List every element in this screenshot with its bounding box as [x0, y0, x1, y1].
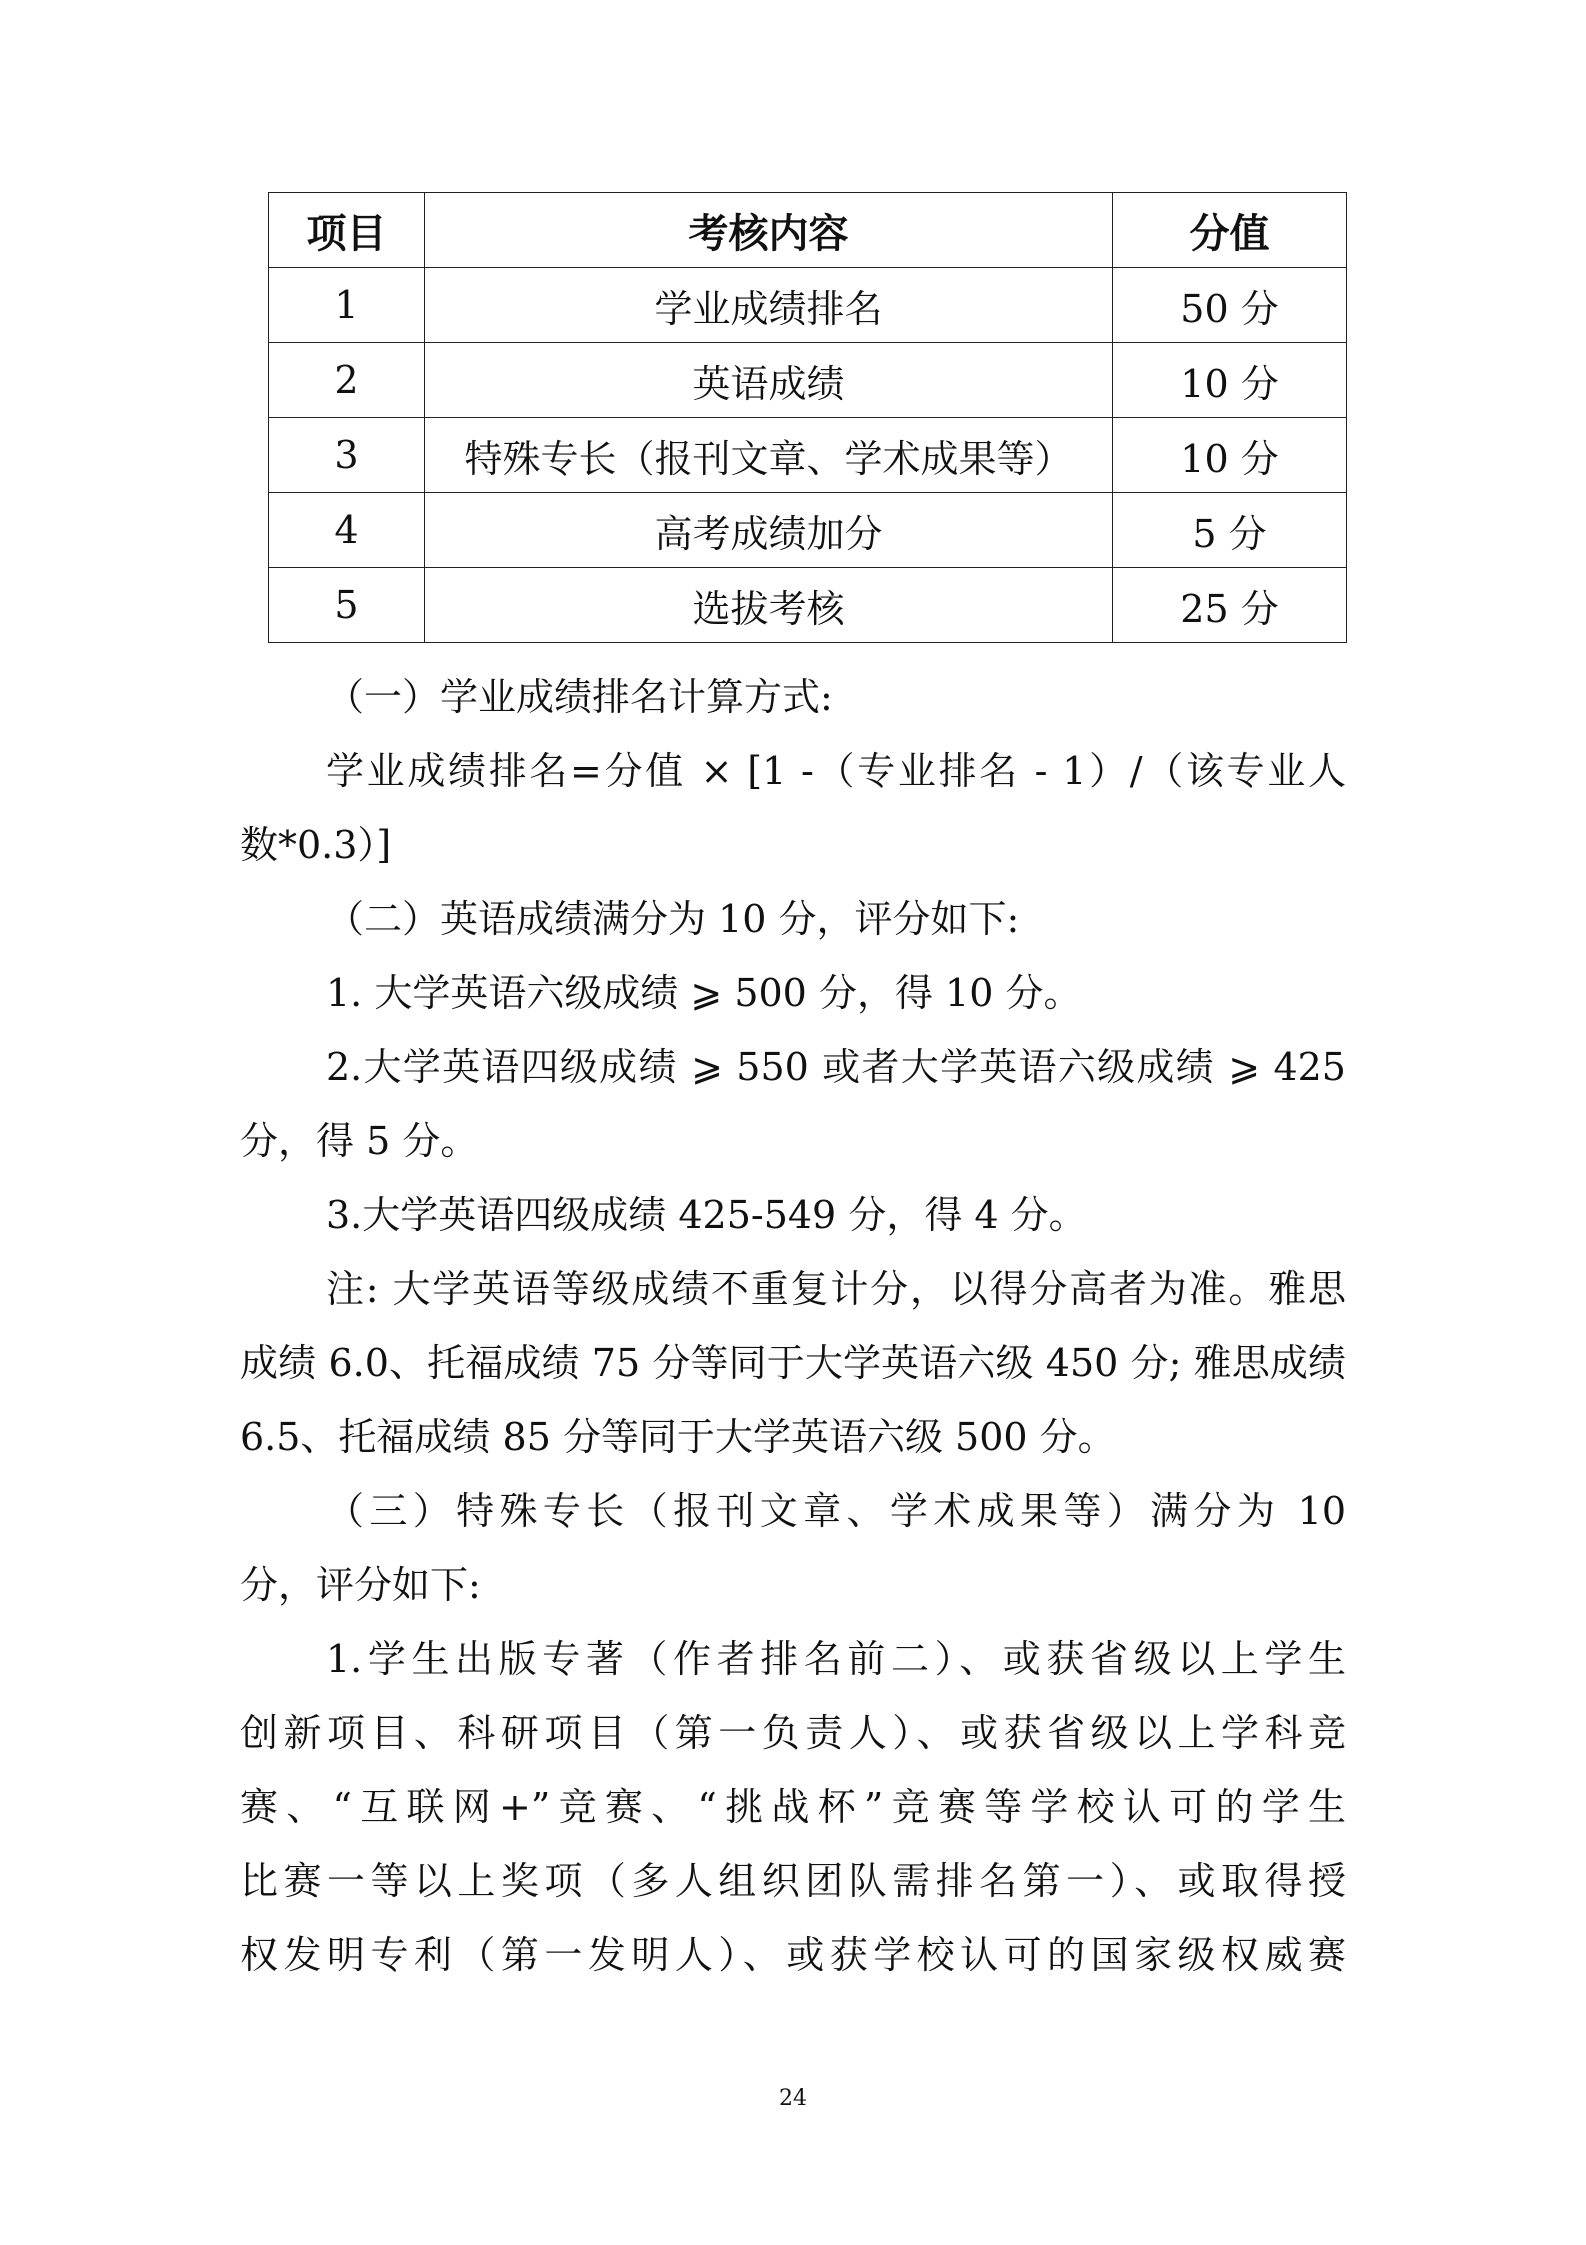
row-content: 特殊专长（报刊文章、学术成果等） — [425, 418, 1113, 493]
english-rule-2-cont: 分，得 5 分。 — [240, 1119, 479, 1163]
scoring-table — [268, 192, 1347, 643]
section-heading-1: （一）学业成绩排名计算方式: — [326, 675, 833, 719]
formula-line-cont: 数*0.3）] — [240, 823, 392, 867]
special-rule-line-2: 创新项目、科研项目（第一负责人）、或获省级以上学科竞 — [240, 1711, 1346, 1755]
row-index: 3 — [269, 418, 425, 493]
header-score: 分值 — [1113, 193, 1347, 268]
row-content: 选拔考核 — [425, 568, 1113, 643]
english-rule-1: 1. 大学英语六级成绩 ⩾ 500 分，得 10 分。 — [326, 971, 1082, 1015]
formula-line: 学业成绩排名=分值 × [1 -（专业排名 - 1）/（该专业人 — [326, 749, 1346, 793]
row-score: 25 分 — [1113, 568, 1347, 643]
note-line-3: 6.5、托福成绩 85 分等同于大学英语六级 500 分。 — [240, 1415, 1116, 1459]
table-header-row — [269, 193, 1347, 268]
special-rule-line-5: 权发明专利（第一发明人）、或获学校认可的国家级权威赛 — [240, 1933, 1346, 1977]
note-line-1: 注: 大学英语等级成绩不重复计分，以得分高者为准。雅思 — [326, 1267, 1346, 1311]
table-row — [269, 268, 1347, 343]
note-line-2: 成绩 6.0、托福成绩 75 分等同于大学英语六级 450 分; 雅思成绩 — [240, 1341, 1346, 1385]
row-score: 10 分 — [1113, 343, 1347, 418]
row-index: 4 — [269, 493, 425, 568]
special-rule-line-3: 赛、“互联网+”竞赛、“挑战杯”竞赛等学校认可的学生 — [240, 1785, 1346, 1829]
header-item: 项目 — [269, 193, 425, 268]
table-row — [269, 343, 1347, 418]
header-content: 考核内容 — [425, 193, 1113, 268]
row-index: 1 — [269, 268, 425, 343]
section-heading-3-cont: 分，评分如下: — [240, 1563, 481, 1607]
row-content: 高考成绩加分 — [425, 493, 1113, 568]
row-score: 5 分 — [1113, 493, 1347, 568]
english-rule-3: 3.大学英语四级成绩 425-549 分，得 4 分。 — [326, 1193, 1087, 1237]
row-content: 英语成绩 — [425, 343, 1113, 418]
section-heading-2: （二）英语成绩满分为 10 分，评分如下: — [326, 897, 1020, 941]
row-score: 50 分 — [1113, 268, 1347, 343]
row-index: 2 — [269, 343, 425, 418]
body-text — [240, 660, 1346, 1992]
row-score: 10 分 — [1113, 418, 1347, 493]
table-row — [269, 568, 1347, 643]
section-heading-3: （三）特殊专长（报刊文章、学术成果等）满分为 10 — [326, 1489, 1346, 1533]
special-rule-line-1: 1.学生出版专著（作者排名前二）、或获省级以上学生 — [326, 1637, 1346, 1681]
table-row — [269, 418, 1347, 493]
special-rule-line-4: 比赛一等以上奖项（多人组织团队需排名第一）、或取得授 — [240, 1859, 1346, 1903]
table-row — [269, 493, 1347, 568]
row-content: 学业成绩排名 — [425, 268, 1113, 343]
english-rule-2: 2.大学英语四级成绩 ⩾ 550 或者大学英语六级成绩 ⩾ 425 — [326, 1045, 1346, 1089]
page-number: 24 — [779, 2086, 807, 2111]
row-index: 5 — [269, 568, 425, 643]
